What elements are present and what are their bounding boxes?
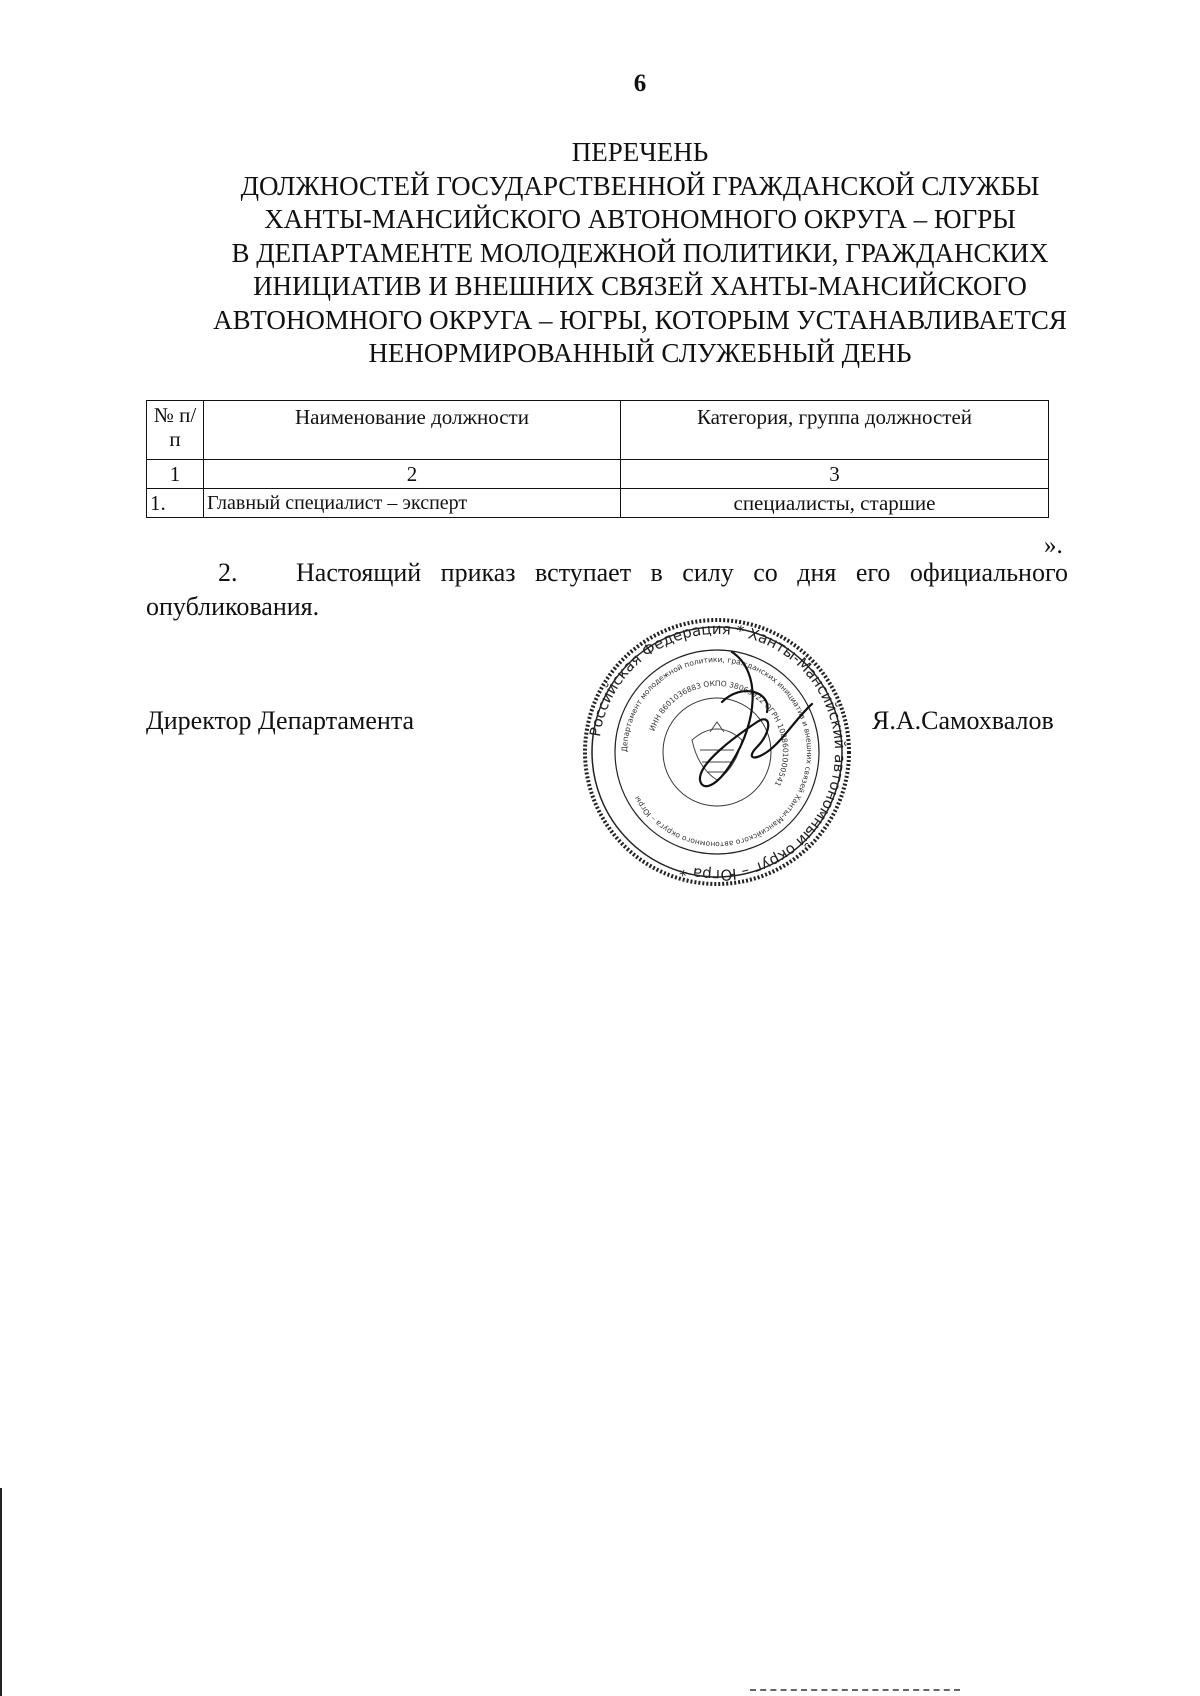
scan-artifact-line <box>750 1689 960 1693</box>
document-title <box>120 136 1160 371</box>
table-header-row <box>147 401 1049 460</box>
header-number: № п/п <box>147 401 204 460</box>
official-seal <box>582 612 852 892</box>
table-row <box>147 489 1049 518</box>
signer-name: Я.А.Самохвалов <box>872 706 1054 735</box>
signer-position: Директор Департамента <box>146 706 415 735</box>
clause-number: 2. <box>218 558 238 587</box>
closing-quote: ». <box>1044 532 1063 559</box>
column-number: 2 <box>204 460 621 489</box>
clause-text: Настоящий приказ вступает в силу со дня его официального <box>296 558 1068 587</box>
title-line: ХАНТЫ-МАНСИЙСКОГО АВТОНОМНОГО ОКРУГА – ЮГРЫ <box>264 204 1016 234</box>
seal-graphic <box>582 612 852 892</box>
row-position-name: Главный специалист – эксперт <box>204 489 621 518</box>
title-line: ДОЛЖНОСТЕЙ ГОСУДАРСТВЕННОЙ ГРАЖДАНСКОЙ СЛУЖБЫ <box>240 170 1040 201</box>
positions-table <box>146 400 1049 518</box>
column-number: 1 <box>147 460 204 489</box>
clause-text-continued: опубликования. <box>146 592 320 621</box>
title-line: АВТОНОМНОГО ОКРУГА – ЮГРЫ, КОТОРЫМ УСТАНАВЛИВАЕТСЯ <box>213 304 1067 335</box>
title-line: ПЕРЕЧЕНЬ <box>571 137 709 167</box>
emblem-icon <box>692 722 742 780</box>
scan-edge-line <box>0 1488 2 1696</box>
row-category: специалисты, старшие <box>621 489 1049 518</box>
page-number: 6 <box>633 70 647 97</box>
column-number: 3 <box>621 460 1049 489</box>
seal-outer-text: Российская Федерация * Ханты-Мансийский автономный округ – Югра * <box>586 619 850 885</box>
row-number: 1. <box>147 489 204 518</box>
seal-inner-text: Департамент молодежной политики, гражданских инициатив и внешних связей Ханты-Мансийского автономного округа – Югры <box>619 654 815 850</box>
header-position-name: Наименование должности <box>204 401 621 460</box>
seal-codes-text: ИНН 8601036883 ОКПО 38063922 ОГРН 1088601000541 <box>647 678 791 788</box>
title-line: В ДЕПАРТАМЕНТЕ МОЛОДЕЖНОЙ ПОЛИТИКИ, ГРАЖДАНСКИХ <box>231 237 1049 268</box>
header-category: Категория, группа должностей <box>621 401 1049 460</box>
title-line: ИНИЦИАТИВ И ВНЕШНИХ СВЯЗЕЙ ХАНТЫ-МАНСИЙСКОГО <box>253 271 1027 301</box>
clause-first-line <box>146 556 1068 590</box>
column-number-row <box>147 460 1049 489</box>
title-line: НЕНОРМИРОВАННЫЙ СЛУЖЕБНЫЙ ДЕНЬ <box>368 338 912 368</box>
